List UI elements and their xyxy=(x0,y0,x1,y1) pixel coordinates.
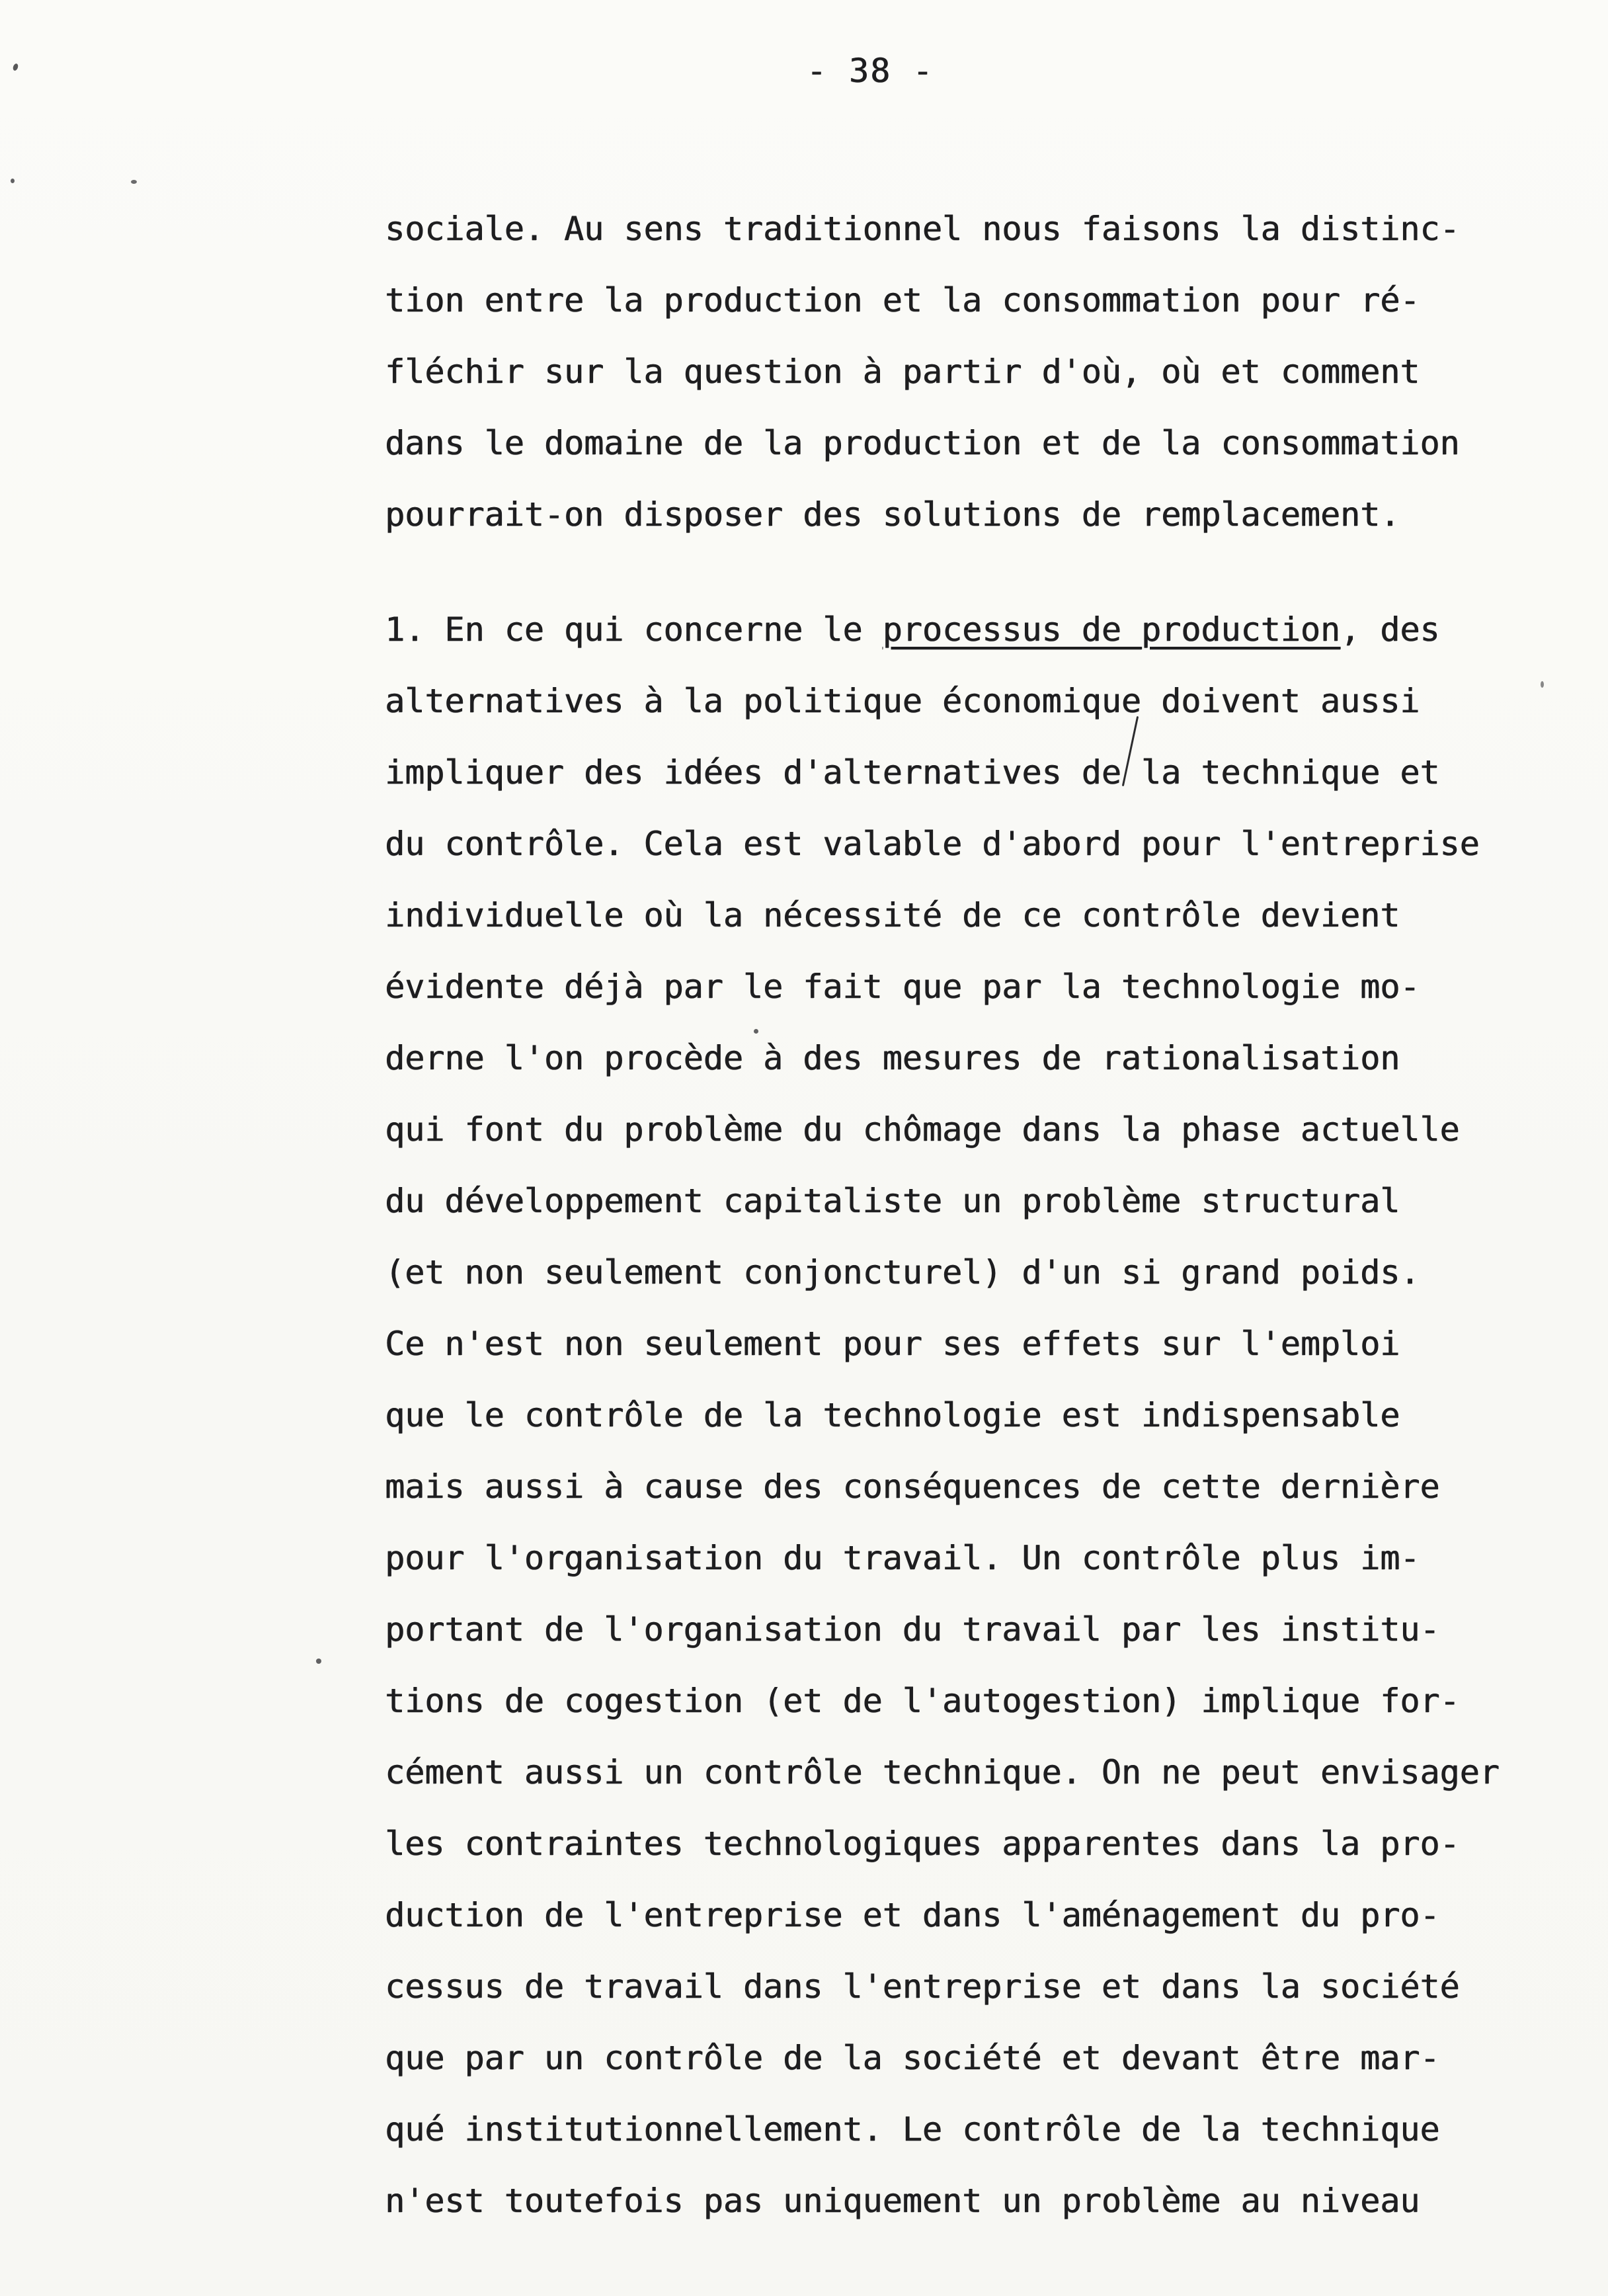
text-line: alternatives à la politique économique doivent aussi xyxy=(385,682,1420,720)
text-line: que par un contrôle de la société et devant être mar- xyxy=(385,2039,1440,2077)
text-line: qué institutionnellement. Le contrôle de la technique xyxy=(385,2110,1440,2149)
scan-speck xyxy=(11,179,15,183)
text-line xyxy=(385,737,1568,808)
text-line: individuelle où la nécessité de ce contrôle devient xyxy=(385,896,1400,934)
text-line: sociale. Au sens traditionnel nous faisons la distinc- xyxy=(385,210,1460,248)
text-segment: impliquer des idées d'alternatives de la technique et xyxy=(385,753,1440,792)
text-line: portant de l'organisation du travail par les institu- xyxy=(385,1610,1440,1649)
text-line: pour l'organisation du travail. Un contrôle plus im- xyxy=(385,1539,1420,1577)
text-line: fléchir sur la question à partir d'où, où et comment xyxy=(385,352,1420,391)
text-line: (et non seulement conjoncturel) d'un si grand poids. xyxy=(385,1253,1420,1292)
text-segment: , des xyxy=(1340,610,1440,649)
text-line: derne l'on procède à des mesures de rationalisation xyxy=(385,1039,1400,1077)
underlined-phrase: processus de production xyxy=(882,610,1340,649)
text-line: cément aussi un contrôle technique. On ne peut envisager xyxy=(385,1753,1500,1791)
page-number: - 38 - xyxy=(806,52,934,90)
text-line: tion entre la production et la consommation pour ré- xyxy=(385,281,1420,319)
text-line: évidente déjà par le fait que par la technologie mo- xyxy=(385,967,1420,1006)
scan-speck xyxy=(131,180,137,184)
text-line: du développement capitaliste un problème structural xyxy=(385,1182,1400,1220)
text-line: mais aussi à cause des conséquences de cette dernière xyxy=(385,1467,1440,1506)
text-line: du contrôle. Cela est valable d'abord pour l'entreprise xyxy=(385,825,1480,863)
text-line xyxy=(385,594,1568,665)
text-line: Ce n'est non seulement pour ses effets sur l'emploi xyxy=(385,1325,1400,1363)
paragraph-item-1 xyxy=(385,594,1568,2236)
text-line: pourrait-on disposer des solutions de remplacement. xyxy=(385,495,1400,534)
scan-speck xyxy=(12,63,19,71)
body-text xyxy=(385,193,1568,2236)
text-line: les contraintes technologiques apparentes dans la pro- xyxy=(385,1824,1460,1863)
paragraph-continuation xyxy=(385,193,1568,550)
text-line: n'est toutefois pas uniquement un problème au niveau xyxy=(385,2182,1420,2220)
text-line: cessus de travail dans l'entreprise et dans la société xyxy=(385,1967,1460,2006)
scan-speck xyxy=(316,1659,321,1664)
text-line: qui font du problème du chômage dans la phase actuelle xyxy=(385,1110,1460,1149)
text-segment: 1. En ce qui concerne le xyxy=(385,610,883,649)
text-line: que le contrôle de la technologie est indispensable xyxy=(385,1396,1400,1434)
text-line: tions de cogestion (et de l'autogestion) implique for- xyxy=(385,1682,1460,1720)
text-line: dans le domaine de la production et de la consommation xyxy=(385,424,1460,462)
text-line: duction de l'entreprise et dans l'aménagement du pro- xyxy=(385,1896,1440,1934)
